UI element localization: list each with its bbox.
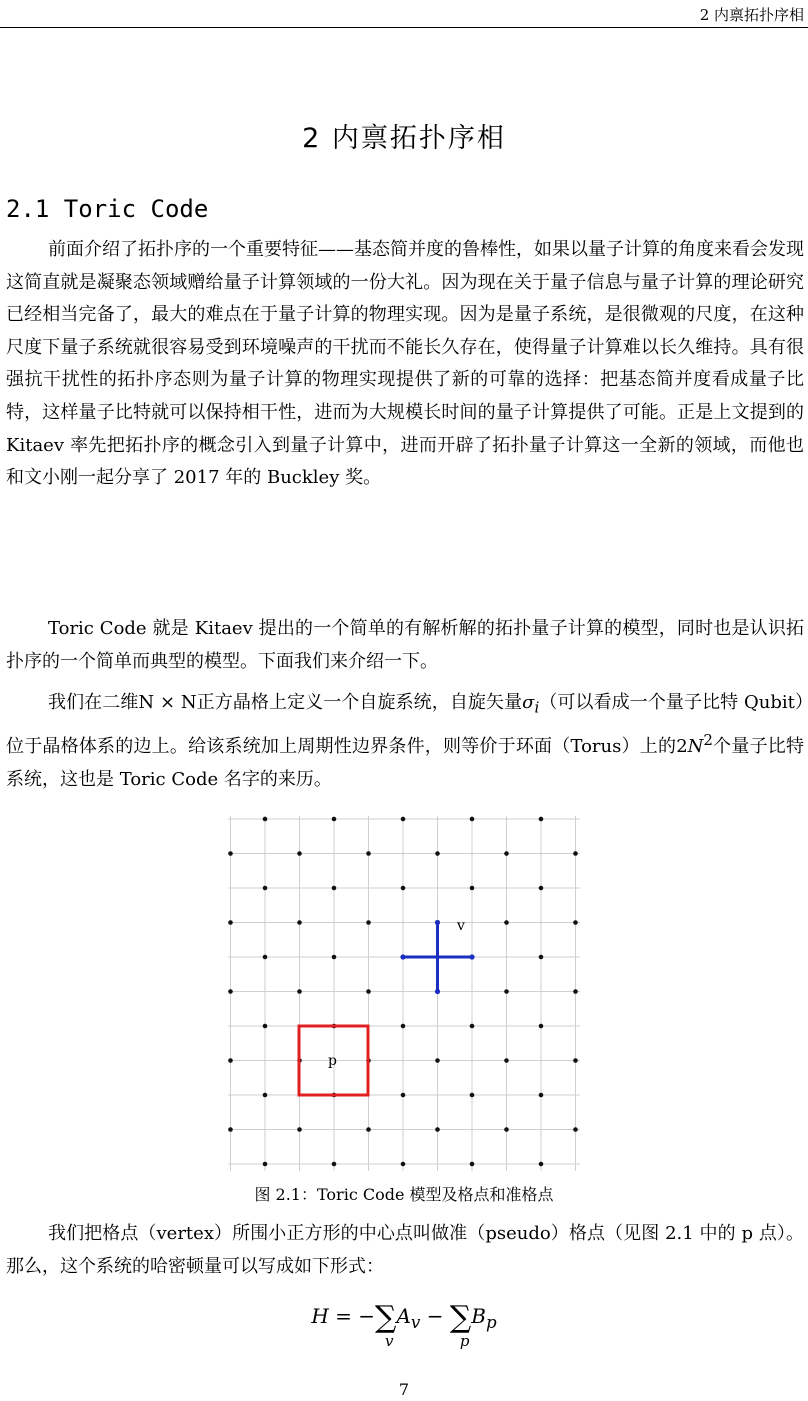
eq-sum-2: ∑ [449, 1300, 472, 1335]
qubit-dot [401, 1093, 406, 1098]
qubit-dot [332, 1162, 337, 1167]
qubit-dot [263, 1024, 268, 1029]
qubit-dot [263, 886, 268, 891]
n-symbol: N [687, 736, 704, 758]
qubit-dot [539, 817, 544, 822]
page-number: 7 [398, 1380, 410, 1399]
eq-sum-1: ∑ [375, 1300, 397, 1335]
eq-h: H [311, 1304, 329, 1328]
vertex-operator-qubit [435, 989, 440, 994]
qubit-dot [573, 989, 578, 994]
eq-a-sub: v [410, 1313, 421, 1332]
qubit-dot [435, 1127, 440, 1132]
qubit-dot [470, 1093, 475, 1098]
sigma-symbol: σ [522, 692, 535, 713]
qubit-dot [504, 1127, 509, 1132]
qubit-dot [539, 886, 544, 891]
eq-b: B [471, 1304, 486, 1328]
qubit-dot [332, 886, 337, 891]
qubit-dot [470, 817, 475, 822]
paragraph-3-text-b: （可以看成一个量子比特 Qubit）位于晶格体系的边上。给该系统加上周期性边界条件，则等价于环面（Torus）上的 [6, 692, 804, 758]
qubit-dot [263, 955, 268, 960]
two-symbol: 2 [676, 736, 688, 758]
eq-a: A [396, 1304, 411, 1328]
toric-code-figure [228, 816, 580, 1171]
paragraph-1: 前面介绍了拓扑序的一个重要特征——基态简并度的鲁棒性，如果以量子计算的角度来看会发现这简直就是凝聚态领域赠给量子计算领域的一份大礼。因为现在关于量子信息与量子计算的理论研究已经相当完备了，最大的难点在于量子计算的物理实现。因为是量子系统，是很微观的尺度，在这种尺度下量子系统就很容易受到环境噪声的干扰而不能长久存在，使得量子计算难以长久维持。具有很强抗干扰性的拓扑序态则为量子计算的物理实现提供了新的可靠的选择：把基态简并度看成量子比特，这样量子比特就可以保持相干性，进而为大规模长时间的量子计算提供了可能。正是上文提到的 Kitaev 率先把拓扑序的概念引入到量子计算中，进而开辟了拓扑量子计算这一全新的领域，而他也和文小刚一起分享了 2017 年的 Buckley 奖。 [6, 239, 804, 489]
vertex-operator-qubit [469, 954, 474, 959]
qubit-dot [539, 1093, 544, 1098]
qubit-dot [539, 1024, 544, 1029]
qubit-dot [401, 1162, 406, 1167]
vertex-operator-qubit [400, 954, 405, 959]
qubit-dot [470, 886, 475, 891]
qubit-dot [504, 989, 509, 994]
qubit-dot [332, 955, 337, 960]
qubit-dot [297, 851, 302, 856]
eq-sum-p [449, 1300, 472, 1350]
eq-sum-p-index: p [459, 1332, 470, 1350]
qubit-dot [401, 817, 406, 822]
running-header [0, 0, 808, 28]
qubit-dot [435, 851, 440, 856]
qubit-dot [539, 1162, 544, 1167]
qubit-dot [366, 920, 371, 925]
lattice-svg [228, 816, 580, 1171]
qubit-dot [504, 1058, 509, 1063]
qubit-dot [228, 1127, 233, 1132]
qubit-dot [366, 989, 371, 994]
vertex-operator-qubit [435, 920, 440, 925]
running-header-title: 2 内禀拓扑序相 [699, 6, 804, 24]
eq-equals: = − [328, 1304, 376, 1328]
lattice-grid [228, 816, 580, 1171]
qubit-dot [573, 1058, 578, 1063]
eq-sum-v [375, 1300, 397, 1350]
qubit-dot [573, 1127, 578, 1132]
qubit-dot [573, 920, 578, 925]
qubit-dot [366, 1127, 371, 1132]
sigma-subscript: i [534, 698, 540, 717]
paragraph-2: Toric Code 就是 Kitaev 提出的一个简单的有解析解的拓扑量子计算的模型，同时也是认识拓扑序的一个简单而典型的模型。下面我们来介绍一下。 [6, 618, 804, 672]
qubit-dot [401, 886, 406, 891]
qubit-dot [504, 851, 509, 856]
eq-b-sub: p [485, 1313, 497, 1332]
plaquette-label: p [328, 1053, 337, 1069]
figure-caption: 图 2.1：Toric Code 模型及格点和准格点 [254, 1185, 554, 1204]
qubit-dot [504, 920, 509, 925]
qubit-dot [332, 817, 337, 822]
paragraph-3 [6, 687, 804, 796]
qubit-dot [263, 1093, 268, 1098]
n-exponent: 2 [703, 731, 713, 750]
qubit-dot [297, 920, 302, 925]
vertex-label: v [457, 918, 465, 934]
qubit-dot [263, 817, 268, 822]
qubit-dot [228, 851, 233, 856]
qubit-dot [539, 955, 544, 960]
paragraph-4: 我们把格点（vertex）所围小正方形的中心点叫做准（pseudo）格点（见图 2.1 中的 p 点）。那么，这个系统的哈密顿量可以写成如下形式： [6, 1223, 804, 1277]
eq-minus: − [420, 1304, 450, 1328]
qubit-dot [401, 1024, 406, 1029]
paragraph-3-text-c: 个量子比特系统，这也是 Toric Code 名字的来历。 [6, 736, 804, 790]
qubit-dot [573, 851, 578, 856]
qubit-dot [435, 1058, 440, 1063]
chapter-title: 2 内禀拓扑序相 [302, 123, 506, 154]
qubit-dot [263, 1162, 268, 1167]
hamiltonian-equation [0, 1300, 808, 1350]
qubit-dot [228, 989, 233, 994]
qubit-dot [297, 989, 302, 994]
qubit-dot [470, 1162, 475, 1167]
qubit-dot [470, 1024, 475, 1029]
eq-sum-v-index: v [385, 1332, 394, 1350]
qubit-dot [297, 1127, 302, 1132]
qubit-dot [366, 851, 371, 856]
qubit-dot [228, 920, 233, 925]
qubit-dot [228, 1058, 233, 1063]
paragraph-3-text-a: 我们在二维N × N正方晶格上定义一个自旋系统，自旋矢量 [48, 692, 523, 713]
section-title: 2.1 Toric Code [6, 195, 209, 223]
